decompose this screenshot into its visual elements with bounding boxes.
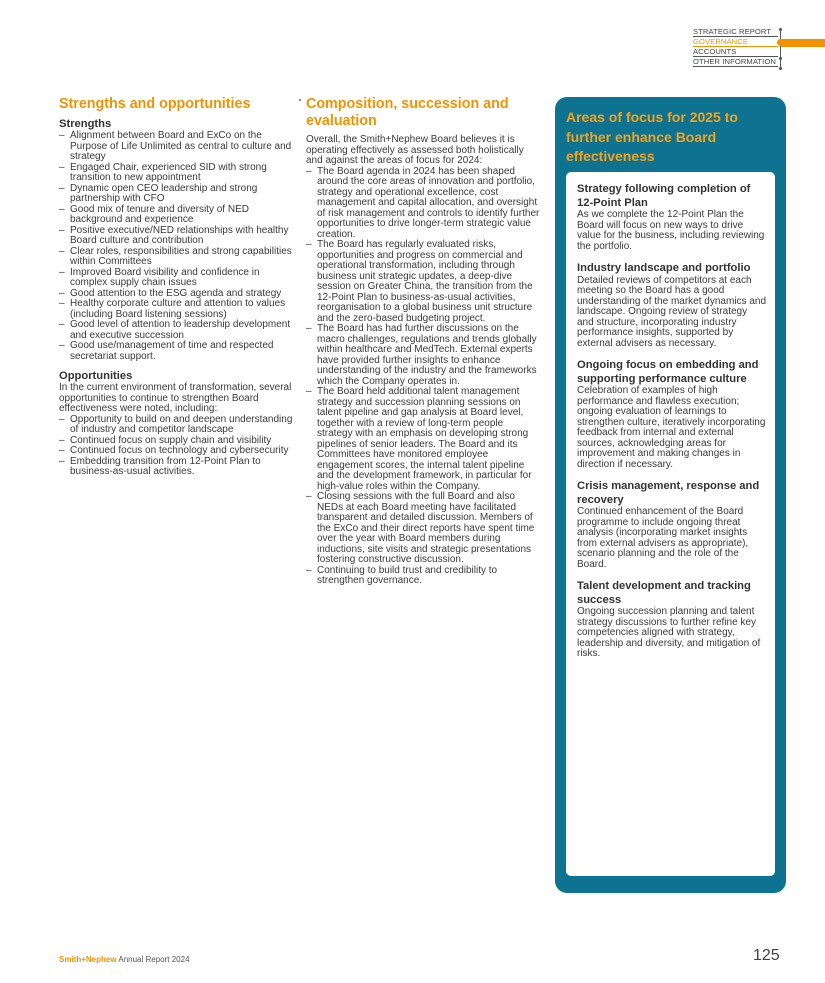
focus-item-heading: Crisis management, response and recovery [577,480,760,506]
nav-active-marker [781,39,825,47]
focus-items-card [566,172,775,876]
list-item: – The Board held additional talent management strategy and succession planning sessions on talent pipeline and gap analysis at Board level, together with a review of long-term people strategy with an emphasis on developing strong pipelines of senior leaders. The Board and its Committees have monitored employee engagement scores, the internal talent pipeline and the development framework, in particular for high-value roles within the Company. [306,387,540,492]
areas-of-focus-panel [555,97,786,893]
list-item: – Dynamic open CEO leadership and strong partnership with CFO [59,184,295,205]
focus-item-heading: Strategy following completion of 12-Point Plan [577,183,751,209]
list-item: – Improved Board visibility and confidence in complex supply chain issues [59,268,295,289]
list-item: – Positive executive/NED relationships with healthy Board culture and contribution [59,226,295,247]
list-item: – Continued focus on technology and cybersecurity [59,446,295,457]
focus-item-text: Celebration of examples of high performance and flawless execution; ongoing evaluation of learnings to strengthen culture, iteratively incorporating feedback from internal and external sources, acknowledging areas for improvement and making changes in direction if necessary. [577,385,766,470]
focus-item-text: As we complete the 12-Point Plan the Board will focus on new ways to drive value for the business, including reviewing the portfolio. [577,209,765,252]
nav-item-governance[interactable]: GOVERNANCE [693,37,778,47]
section-title-composition-succession: Composition, succession and evaluation [306,96,509,129]
panel-title: Areas of focus for 2025 to further enhance Board effectiveness [566,109,738,164]
nav-dot [779,28,782,31]
page-number: 125 [753,947,780,964]
footer-report-title: Annual Report 2024 [116,955,190,964]
nav-item-accounts[interactable]: ACCOUNTS [693,47,778,57]
list-item: – Embedding transition from 12-Point Plan to business-as-usual activities. [59,457,295,478]
focus-item [577,480,766,570]
list-item: – Good level of attention to leadership development and executive succession [59,320,295,341]
strengths-heading: Strengths [59,118,112,130]
focus-item-heading: Industry landscape and portfolio [577,262,751,274]
list-item: – Alignment between Board and ExCo on the Purpose of Life Unlimited as central to culture and strategy [59,131,295,163]
opportunities-intro: In the current environment of transformation, several opportunities to continue to strengthen Board effectiveness were noted, including: [59,382,292,414]
focus-item-text: Ongoing succession planning and talent strategy discussions to further refine key competencies aligned with strategy, leadership and diversity, and mitigation of risks. [577,606,761,659]
nav-active-dot [777,39,784,46]
footer-brand: Smith+Nephew [59,955,117,964]
strengths-list [59,131,295,362]
list-item: – Healthy corporate culture and attention to values (including Board listening sessions) [59,299,295,320]
list-item: – Opportunity to build on and deepen understanding of industry and competitor landscape [59,415,295,436]
column-divider-dot [299,99,301,101]
section-nav [693,27,825,67]
list-item: – The Board has regularly evaluated risks, opportunities and progress on commercial and operational transformation, including through business unit strategic updates, a deep-dive session on Greater China, the transition from the 12-Point Plan to business-as-usual activities, reorganisation to a global business unit structure and the zero-based budgeting project. [306,240,540,324]
nav-item-strategic-report[interactable]: STRATEGIC REPORT [693,27,778,37]
focus-item-heading: Talent development and tracking success [577,580,751,606]
focus-item [577,183,766,252]
opportunities-list [59,415,295,478]
section-title-strengths-opportunities: Strengths and opportunities [59,96,251,112]
list-item: – Good attention to the ESG agenda and strategy [59,289,295,300]
nav-track-line [780,29,781,70]
composition-succession-column [306,96,540,587]
nav-dot [779,67,782,70]
list-item: – Good use/management of time and respected secretariat support. [59,341,295,362]
focus-item-text: Continued enhancement of the Board programme to include ongoing threat analysis (incorporating market insights from external advisers as appropriate), scenario planning and the role of the Board. [577,506,749,570]
list-item: – Continued focus on supply chain and visibility [59,436,295,447]
list-item: – Engaged Chair, experienced SID with strong transition to new appointment [59,163,295,184]
list-item: – The Board agenda in 2024 has been shaped around the core areas of innovation and portfolio, strategy and operational excellence, cost management and capital allocation, and oversight of risk management and controls to identify further opportunities to drive longer-term strategic value creation. [306,167,540,241]
focus-item [577,359,766,470]
focus-item-text: Detailed reviews of competitors at each meeting so the Board has a good understanding of the market dynamics and landscape. Ongoing review of strategy and structure, incorporating industry performance insights, supported by external advisers as necessary. [577,274,766,349]
list-item: – Good mix of tenure and diversity of NED background and experience [59,205,295,226]
list-item: – The Board has had further discussions on the macro challenges, regulations and trends globally within healthcare and MedTech. External experts have provided further insights to enhance understanding of the industry and the frameworks which the Company operates in. [306,324,540,387]
list-item: – Closing sessions with the full Board and also NEDs at each Board meeting have facilitated transparent and detailed discussion. Members of the ExCo and their direct reports have spent time over the year with Board members during inductions, site visits and strategic presentations fostering constructive discussion. [306,492,540,566]
opportunities-heading: Opportunities [59,370,133,382]
composition-list [306,167,540,587]
composition-intro: Overall, the Smith+Nephew Board believes it is operating effectively as assessed both holistically and against the areas of focus for 2024: [306,134,524,166]
list-item: – Continuing to build trust and credibility to strengthen governance. [306,566,540,587]
focus-item-heading: Ongoing focus on embedding and supporting performance culture [577,359,759,385]
list-item: – Clear roles, responsibilities and strong capabilities within Committees [59,247,295,268]
focus-item [577,580,766,660]
focus-item [577,262,766,349]
nav-dot [779,57,782,60]
strengths-opportunities-column [59,96,295,478]
nav-item-other-information[interactable]: OTHER INFORMATION [693,57,778,67]
footer-report-name [59,955,190,964]
